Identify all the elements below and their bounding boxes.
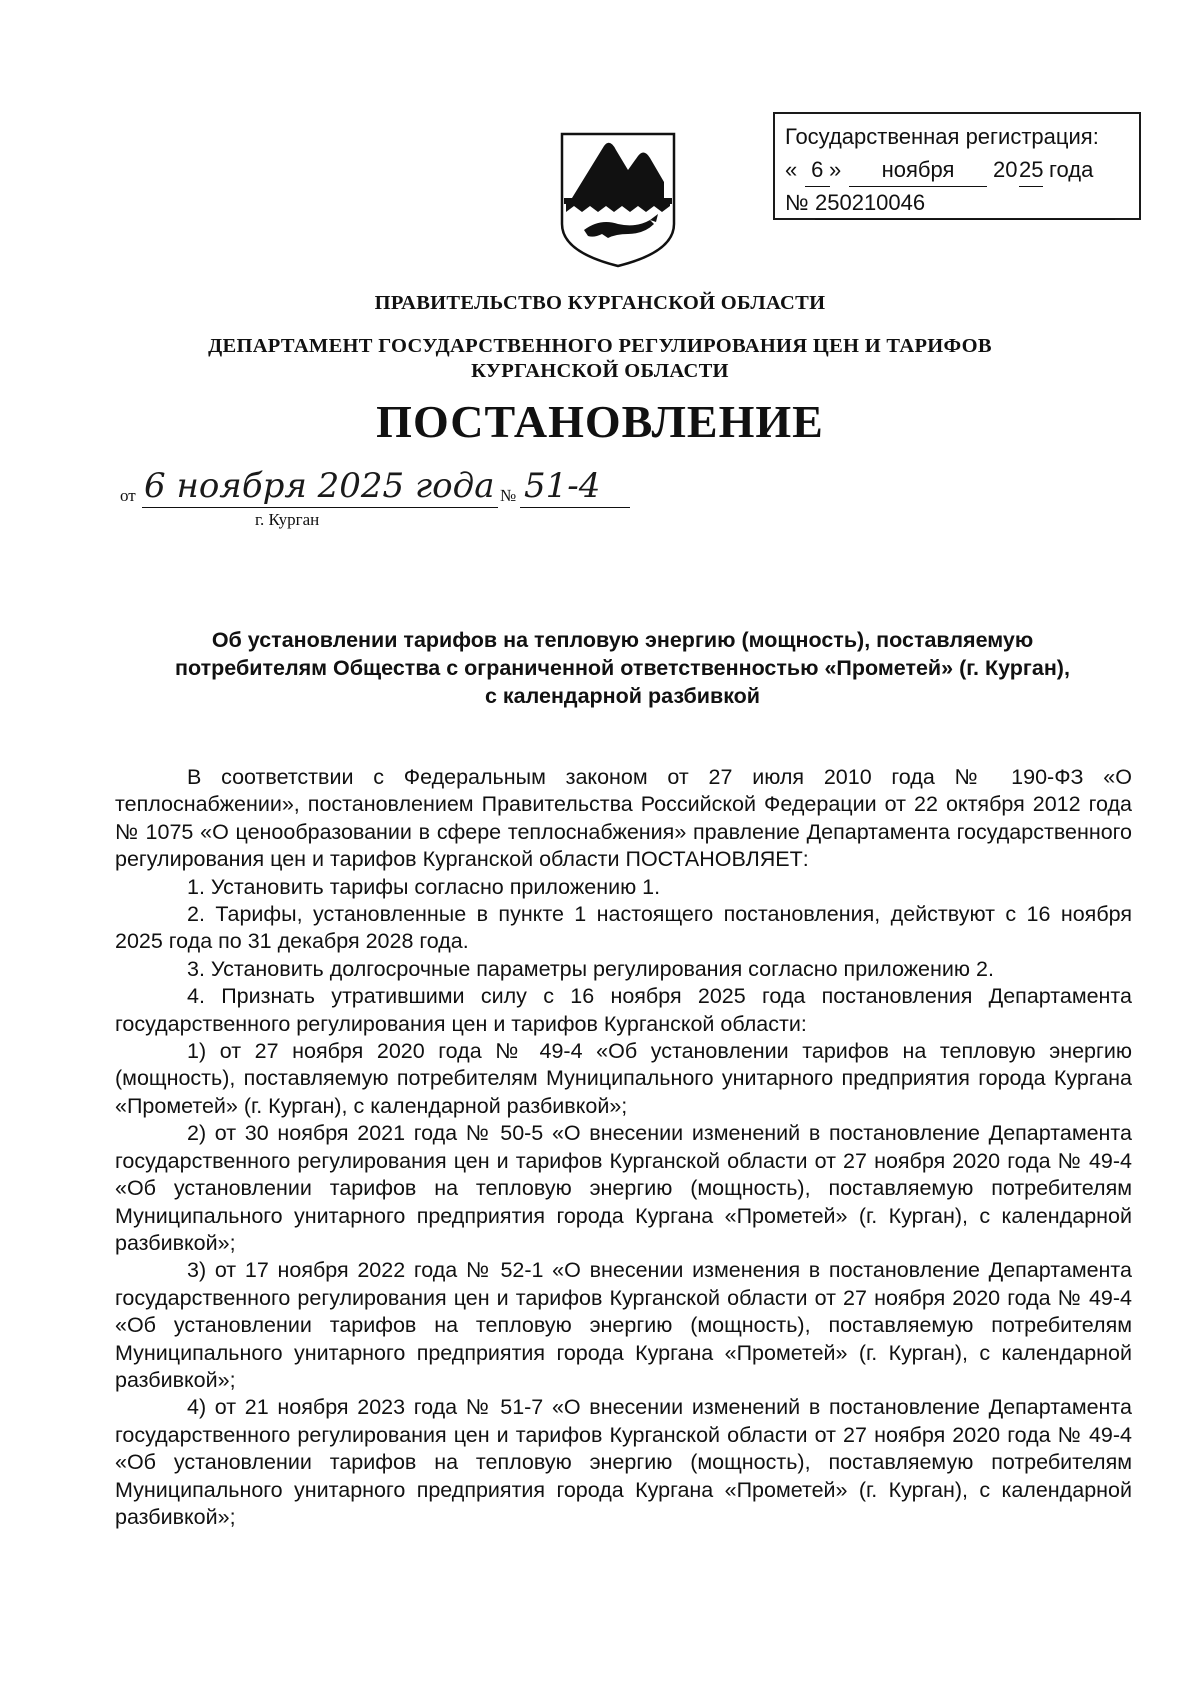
city-label: г. Курган — [255, 510, 320, 529]
subject-line3: с календарной разбивкой — [484, 684, 761, 708]
registration-number-label: № — [785, 190, 809, 215]
registration-day: 6 — [805, 153, 830, 187]
handwritten-date: 6 ноября 2025 года — [144, 466, 495, 506]
date-underline — [142, 507, 498, 508]
coat-of-arms-icon — [558, 128, 678, 268]
registration-box — [773, 112, 1141, 220]
subitem-2: 2) от 30 ноября 2021 года № 50-5 «О внесении изменений в постановление Департамента государственного регулирования цен и тарифов Курганской области от 27 ноября 2020 года № 49-4 «Об установлении тарифов на тепловую энергию (мощность), поставляемую потребителям Муниципального унитарного предприятия города Кургана «Прометей» (г. Курган), с календарной разбивкой»; — [115, 1121, 1132, 1255]
preamble-paragraph: В соответствии с Федеральным законом от 27 июля 2010 года № 190-ФЗ «О теплоснабжении», постановлением Правительства Российской Федерации от 22 октября 2012 года № 1075 «О ценообразовании в сфере теплоснабжения» правление Департамента государственного регулирования цен и тарифов Курганской области ПОСТАНОВЛЯЕТ: — [115, 765, 1132, 872]
subject-line1: Об установлении тарифов на тепловую энергию (мощность), поставляемую — [211, 628, 1034, 652]
item-2: 2. Тарифы, установленные в пункте 1 настоящего постановления, действуют с 16 ноября 2025 года по 31 декабря 2028 года. — [115, 902, 1132, 954]
department-title — [0, 334, 1200, 384]
registration-number-row — [785, 186, 1129, 219]
registration-number: 250210046 — [815, 186, 1115, 220]
subitem-3: 3) от 17 ноября 2022 года № 52-1 «О внесении изменения в постановление Департамента государственного регулирования цен и тарифов Курганской области от 27 ноября 2020 года № 49-4 «Об установлении тарифов на тепловую энергию (мощность), поставляемую потребителям Муниципального унитарного предприятия города Кургана «Прометей» (г. Курган), с календарной разбивкой»; — [115, 1258, 1132, 1392]
item-1: 1. Установить тарифы согласно приложению 1. — [187, 874, 661, 899]
registration-day-open: « — [785, 157, 798, 182]
document-subject — [110, 626, 1135, 710]
handwritten-number: 51-4 — [524, 466, 601, 506]
registration-year-suffix: 25 — [1019, 153, 1043, 187]
item-3: 3. Установить долгосрочные параметры регулирования согласно приложению 2. — [187, 956, 994, 981]
date-from-label: от — [120, 486, 136, 505]
registration-date — [785, 153, 1129, 186]
number-underline — [520, 507, 630, 508]
number-label: № — [500, 486, 517, 505]
document-body — [115, 764, 1132, 1531]
document-type-heading: ПОСТАНОВЛЕНИЕ — [376, 396, 824, 447]
department-title-line1: ДЕПАРТАМЕНТ ГОСУДАРСТВЕННОГО РЕГУЛИРОВАНИЯ ЦЕН И ТАРИФОВ — [208, 335, 992, 357]
registration-month: ноября — [849, 153, 987, 187]
government-title: ПРАВИТЕЛЬСТВО КУРГАНСКОЙ ОБЛАСТИ — [374, 292, 826, 314]
item-4: 4. Признать утратившими силу с 16 ноября 2025 года постановления Департамента государственного регулирования цен и тарифов Курганской области: — [115, 984, 1132, 1036]
subitem-4: 4) от 21 ноября 2023 года № 51-7 «О внесении изменений в постановление Департамента государственного регулирования цен и тарифов Курганской области от 27 ноября 2020 года № 49-4 «Об установлении тарифов на тепловую энергию (мощность), поставляемую потребителям Муниципального унитарного предприятия города Кургана «Прометей» (г. Курган), с календарной разбивкой»; — [115, 1395, 1132, 1529]
subitem-1: 1) от 27 ноября 2020 года № 49-4 «Об установлении тарифов на тепловую энергию (мощность), поставляемую потребителям Муниципального унитарного предприятия города Кургана «Прометей» (г. Курган), с календарной разбивкой»; — [115, 1039, 1132, 1118]
registration-year-word: года — [1049, 157, 1094, 182]
registration-day-close: » — [829, 157, 842, 182]
registration-title: Государственная регистрация: — [785, 124, 1099, 149]
registration-year-prefix: 20 — [993, 157, 1018, 182]
department-title-line2: КУРГАНСКОЙ ОБЛАСТИ — [471, 360, 729, 382]
subject-line2: потребителям Общества с ограниченной ответственностью «Прометей» (г. Курган), — [175, 656, 1070, 680]
date-number-line — [120, 466, 640, 540]
